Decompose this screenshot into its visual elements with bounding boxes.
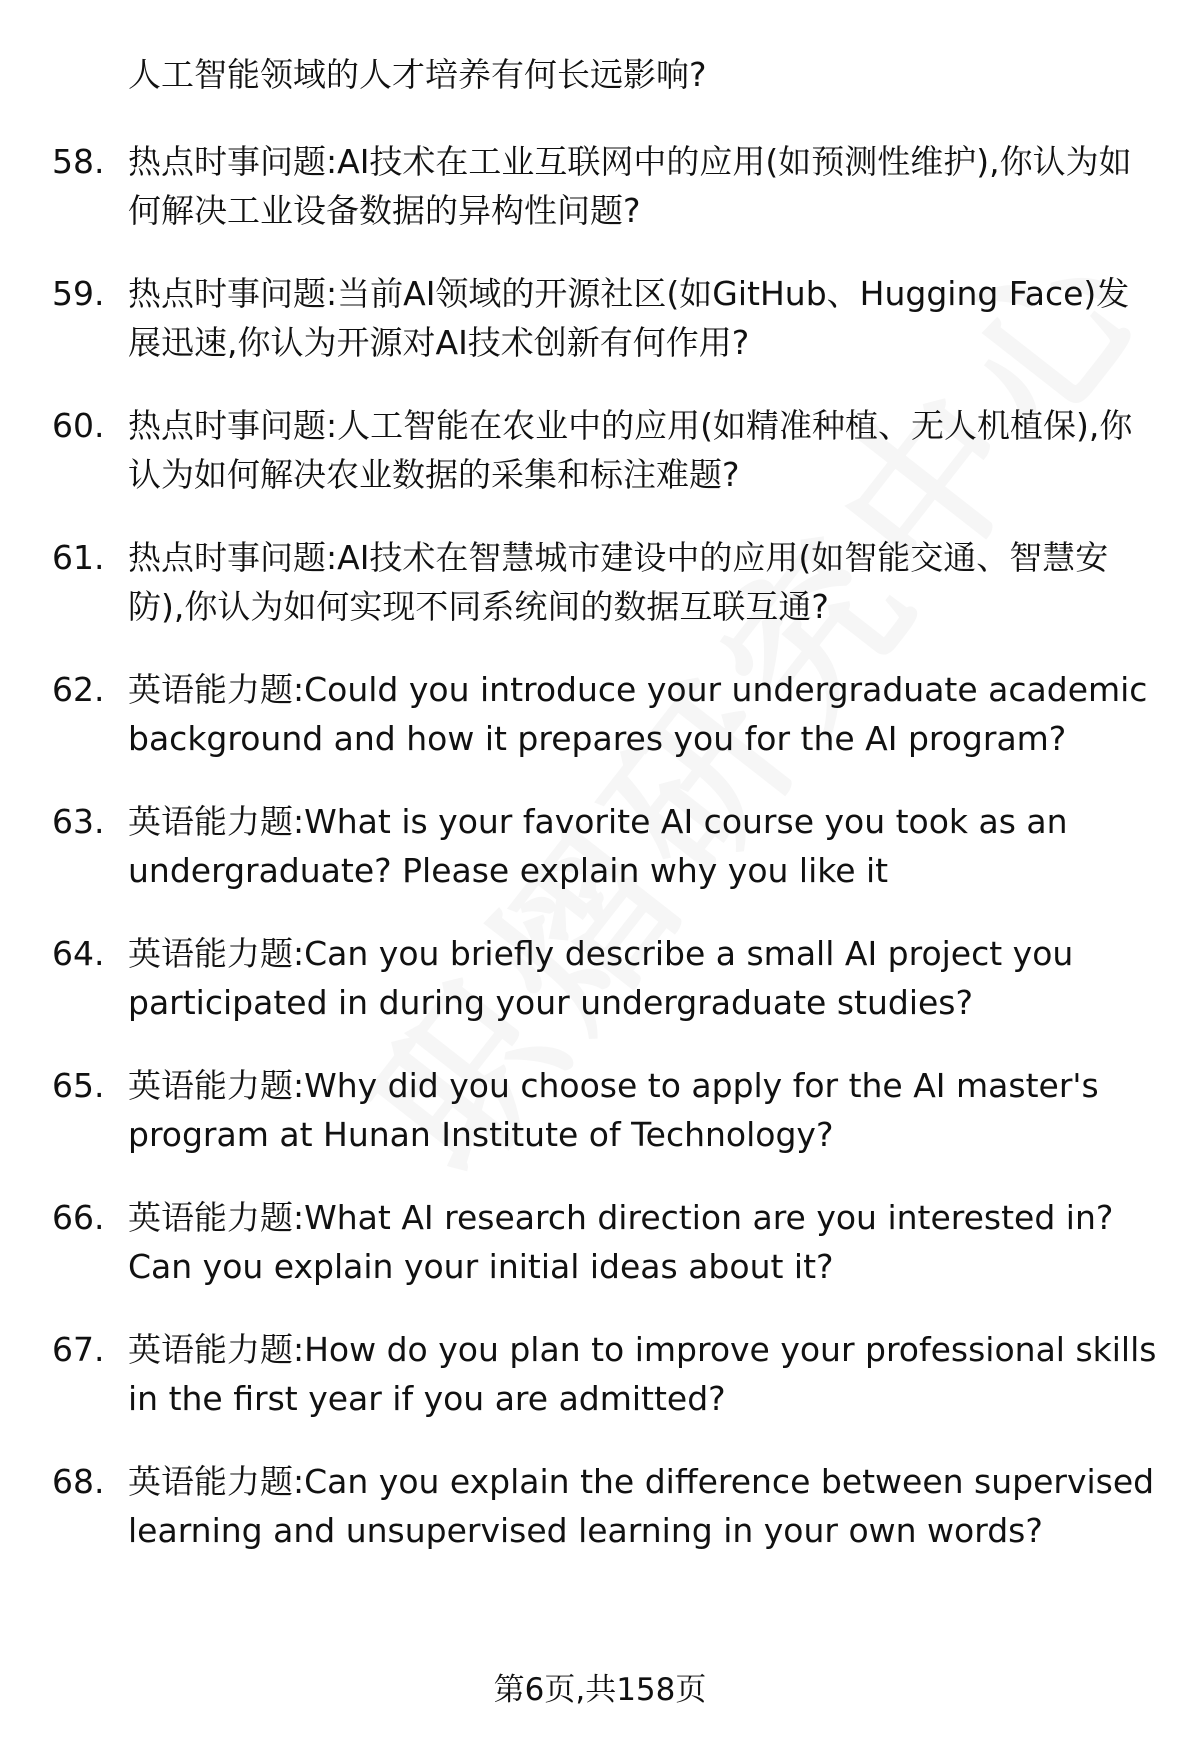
question-item: [0, 533, 1200, 631]
question-text: 热点时事问题:AI技术在智慧城市建设中的应用(如智能交通、智慧安防),你认为如何实现不同系统间的数据互联互通?: [128, 538, 1109, 626]
question-item: [0, 1457, 1200, 1555]
question-text: 热点时事问题:AI技术在工业互联网中的应用(如预测性维护),你认为如何解决工业设备数据的异构性问题?: [128, 142, 1132, 230]
question-number: 60.: [52, 406, 105, 445]
question-number: 64.: [52, 934, 105, 973]
page-footer: 第6页,共158页: [493, 1672, 707, 1708]
question-text: 英语能力题:Could you introduce your undergraduate academic background and how it prepares you for the AI program?: [128, 670, 1148, 758]
question-number: 65.: [52, 1066, 105, 1105]
question-item: [0, 1193, 1200, 1291]
question-number: 62.: [52, 670, 105, 709]
question-item: [0, 1325, 1200, 1423]
question-text: 热点时事问题:当前AI领域的开源社区(如GitHub、Hugging Face)发展迅速,你认为开源对AI技术创新有何作用?: [128, 274, 1130, 362]
question-item: [0, 137, 1200, 235]
question-text: 英语能力题:Why did you choose to apply for the AI master's program at Hunan Institute of Technology?: [128, 1066, 1099, 1154]
question-text: 英语能力题:What AI research direction are you interested in? Can you explain your initial ideas about it?: [128, 1198, 1114, 1286]
question-number: 67.: [52, 1330, 105, 1369]
question-text: 英语能力题:Can you explain the difference between supervised learning and unsupervised learning in your own words?: [128, 1462, 1155, 1550]
question-item: [0, 1061, 1200, 1159]
question-number: 68.: [52, 1462, 105, 1501]
question-text: 热点时事问题:人工智能在农业中的应用(如精准种植、无人机植保),你认为如何解决农业数据的采集和标注难题?: [128, 406, 1133, 494]
question-list: [0, 50, 1200, 1589]
question-number: 63.: [52, 802, 105, 841]
question-number: 59.: [52, 274, 105, 313]
question-item: [0, 797, 1200, 895]
question-text: 英语能力题:Can you briefly describe a small AI project you participated in during your undergraduate studies?: [128, 934, 1074, 1022]
question-text: 英语能力题:How do you plan to improve your professional skills in the first year if you are admitted?: [128, 1330, 1157, 1418]
continuation-text: 人工智能领域的人才培养有何长远影响?: [128, 55, 707, 94]
question-number: 61.: [52, 538, 105, 577]
question-item: [0, 665, 1200, 763]
question-number: 58.: [52, 142, 105, 181]
question-text: 英语能力题:What is your favorite AI course you took as an undergraduate? Please explain why you like it: [128, 802, 1068, 890]
question-item: [0, 929, 1200, 1027]
question-item: [0, 401, 1200, 499]
question-item: [0, 269, 1200, 367]
question-number: 66.: [52, 1198, 105, 1237]
